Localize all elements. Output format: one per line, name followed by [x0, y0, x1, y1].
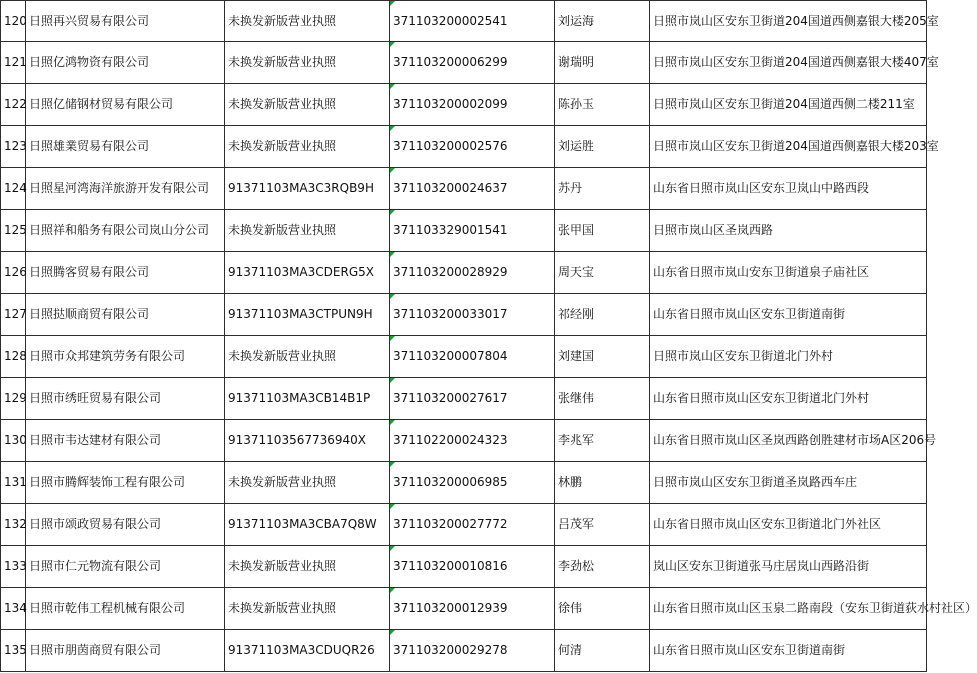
company-name-cell[interactable]: 日照腾客贸易有限公司 [26, 252, 225, 294]
row-number-cell[interactable]: 126 [1, 252, 26, 294]
row-number-cell[interactable]: 134 [1, 588, 26, 630]
registration-number-cell[interactable]: 371103200028929 [390, 252, 555, 294]
legal-representative-cell[interactable]: 何清 [555, 630, 650, 672]
registration-number-cell[interactable]: 371103200010816 [390, 546, 555, 588]
company-name-cell[interactable]: 日照市腾辉装饰工程有限公司 [26, 462, 225, 504]
table-row [1, 504, 927, 546]
row-number-cell[interactable]: 125 [1, 210, 26, 252]
table-row [1, 420, 927, 462]
company-name-cell[interactable]: 日照雄業贸易有限公司 [26, 126, 225, 168]
registration-number-cell[interactable]: 371103200007804 [390, 336, 555, 378]
address-cell[interactable]: 日照市岚山区安东卫街道204国道西侧嘉银大楼203室 [650, 126, 927, 168]
table-body [1, 1, 977, 672]
registration-number-cell[interactable]: 371103200012939 [390, 588, 555, 630]
registration-number-cell[interactable]: 371103329001541 [390, 210, 555, 252]
license-code-cell[interactable]: 未换发新版营业执照 [225, 126, 390, 168]
license-code-cell[interactable]: 未换发新版营业执照 [225, 462, 390, 504]
legal-representative-cell[interactable]: 周天宝 [555, 252, 650, 294]
row-number-cell[interactable]: 127 [1, 294, 26, 336]
license-code-cell[interactable]: 未换发新版营业执照 [225, 210, 390, 252]
license-code-cell[interactable]: 91371103MA3CDERG5X [225, 252, 390, 294]
license-code-cell[interactable]: 91371103MA3CBA7Q8W [225, 504, 390, 546]
registration-number-cell[interactable]: 371103200033017 [390, 294, 555, 336]
address-cell[interactable]: 日照市岚山区安东卫街道204国道西侧嘉银大楼407室 [650, 42, 927, 84]
registration-number-cell[interactable]: 371103200027772 [390, 504, 555, 546]
registration-number-cell[interactable]: 371102200024323 [390, 420, 555, 462]
address-cell[interactable]: 山东省日照市岚山区安东卫街道北门外社区 [650, 504, 927, 546]
table-row [1, 1, 927, 42]
company-name-cell[interactable]: 日照市绣旺贸易有限公司 [26, 378, 225, 420]
company-name-cell[interactable]: 日照亿储钢材贸易有限公司 [26, 84, 225, 126]
legal-representative-cell[interactable]: 刘建国 [555, 336, 650, 378]
address-cell[interactable]: 岚山区安东卫街道张马庄居岚山西路沿街 [650, 546, 927, 588]
legal-representative-cell[interactable]: 徐伟 [555, 588, 650, 630]
table-row [1, 252, 927, 294]
license-code-cell[interactable]: 未换发新版营业执照 [225, 42, 390, 84]
license-code-cell[interactable]: 91371103MA3CTPUN9H [225, 294, 390, 336]
company-name-cell[interactable]: 日照星河湾海洋旅游开发有限公司 [26, 168, 225, 210]
address-cell[interactable]: 日照市岚山区安东卫街道北门外村 [650, 336, 927, 378]
license-code-cell[interactable]: 91371103MA3C3RQB9H [225, 168, 390, 210]
table-row [1, 588, 927, 630]
row-number-cell[interactable]: 122 [1, 84, 26, 126]
registration-number-cell[interactable]: 371103200002576 [390, 126, 555, 168]
company-name-cell[interactable]: 日照亿鸿物资有限公司 [26, 42, 225, 84]
row-number-cell[interactable]: 130 [1, 420, 26, 462]
license-code-cell[interactable]: 91371103MA3CB14B1P [225, 378, 390, 420]
legal-representative-cell[interactable]: 李劲松 [555, 546, 650, 588]
company-name-cell[interactable]: 日照挞顺商贸有限公司 [26, 294, 225, 336]
table-row [1, 84, 927, 126]
table-row [1, 294, 927, 336]
license-code-cell[interactable]: 未换发新版营业执照 [225, 336, 390, 378]
row-number-cell[interactable]: 120 [1, 1, 26, 42]
company-name-cell[interactable]: 日照市仁元物流有限公司 [26, 546, 225, 588]
table-row [1, 378, 927, 420]
row-number-cell[interactable]: 129 [1, 378, 26, 420]
legal-representative-cell[interactable]: 张甲国 [555, 210, 650, 252]
registration-number-cell[interactable]: 371103200006299 [390, 42, 555, 84]
row-number-cell[interactable]: 123 [1, 126, 26, 168]
table-row [1, 126, 927, 168]
registration-number-cell[interactable]: 371103200006985 [390, 462, 555, 504]
legal-representative-cell[interactable]: 林鹏 [555, 462, 650, 504]
table-row [1, 630, 927, 672]
registration-number-cell[interactable]: 371103200027617 [390, 378, 555, 420]
row-number-cell[interactable]: 128 [1, 336, 26, 378]
row-number-cell[interactable]: 133 [1, 546, 26, 588]
company-name-cell[interactable]: 日照市朋茵商贸有限公司 [26, 630, 225, 672]
legal-representative-cell[interactable]: 祁经刚 [555, 294, 650, 336]
company-name-cell[interactable]: 日照市颂政贸易有限公司 [26, 504, 225, 546]
license-code-cell[interactable]: 91371103567736940X [225, 420, 390, 462]
address-cell[interactable]: 山东省日照市岚山区安东卫街道南街 [650, 294, 927, 336]
license-code-cell[interactable]: 未换发新版营业执照 [225, 1, 390, 42]
address-cell[interactable]: 山东省日照市岚山区玉泉二路南段（安东卫街道荻水村社区） [650, 588, 927, 630]
legal-representative-cell[interactable]: 陈孙玉 [555, 84, 650, 126]
company-name-cell[interactable]: 日照再兴贸易有限公司 [26, 1, 225, 42]
legal-representative-cell[interactable]: 刘运胜 [555, 126, 650, 168]
company-name-cell[interactable]: 日照市众邦建筑劳务有限公司 [26, 336, 225, 378]
address-cell[interactable]: 日照市岚山区安东卫街道204国道西侧二楼211室 [650, 84, 927, 126]
legal-representative-cell[interactable]: 张继伟 [555, 378, 650, 420]
registration-number-cell[interactable]: 371103200029278 [390, 630, 555, 672]
table-row [1, 168, 927, 210]
address-cell[interactable]: 山东省日照市岚山区安东卫岚山中路西段 [650, 168, 927, 210]
legal-representative-cell[interactable]: 谢瑞明 [555, 42, 650, 84]
row-number-cell[interactable]: 131 [1, 462, 26, 504]
row-number-cell[interactable]: 124 [1, 168, 26, 210]
legal-representative-cell[interactable]: 苏丹 [555, 168, 650, 210]
row-number-cell[interactable]: 121 [1, 42, 26, 84]
registration-number-cell[interactable]: 371103200002541 [390, 1, 555, 42]
table-row [1, 546, 927, 588]
company-name-cell[interactable]: 日照市韦达建材有限公司 [26, 420, 225, 462]
table-row [1, 42, 927, 84]
row-number-cell[interactable]: 135 [1, 630, 26, 672]
registration-number-cell[interactable]: 371103200002099 [390, 84, 555, 126]
address-cell[interactable]: 山东省日照市岚山区安东卫街道南街 [650, 630, 927, 672]
registration-number-cell[interactable]: 371103200024637 [390, 168, 555, 210]
address-cell[interactable]: 日照市岚山区安东卫街道圣岚路西车庄 [650, 462, 927, 504]
address-cell[interactable]: 山东省日照市岚山区安东卫街道北门外村 [650, 378, 927, 420]
legal-representative-cell[interactable]: 吕茂军 [555, 504, 650, 546]
legal-representative-cell[interactable]: 李兆军 [555, 420, 650, 462]
license-code-cell[interactable]: 未换发新版营业执照 [225, 588, 390, 630]
table-row [1, 210, 927, 252]
legal-representative-cell[interactable]: 刘运海 [555, 1, 650, 42]
license-code-cell[interactable]: 91371103MA3CDUQR26 [225, 630, 390, 672]
table-row [1, 462, 927, 504]
address-cell[interactable]: 日照市岚山区安东卫街道204国道西侧嘉银大楼205室 [650, 1, 927, 42]
license-code-cell[interactable]: 未换发新版营业执照 [225, 546, 390, 588]
company-name-cell[interactable]: 日照市乾伟工程机械有限公司 [26, 588, 225, 630]
address-cell[interactable]: 日照市岚山区圣岚西路 [650, 210, 927, 252]
row-number-cell[interactable]: 132 [1, 504, 26, 546]
address-cell[interactable]: 山东省日照市岚山区圣岚西路创胜建材市场A区206号 [650, 420, 927, 462]
license-code-cell[interactable]: 未换发新版营业执照 [225, 84, 390, 126]
table-row [1, 336, 927, 378]
company-name-cell[interactable]: 日照祥和船务有限公司岚山分公司 [26, 210, 225, 252]
address-cell[interactable]: 山东省日照市岚山安东卫街道泉子庙社区 [650, 252, 927, 294]
